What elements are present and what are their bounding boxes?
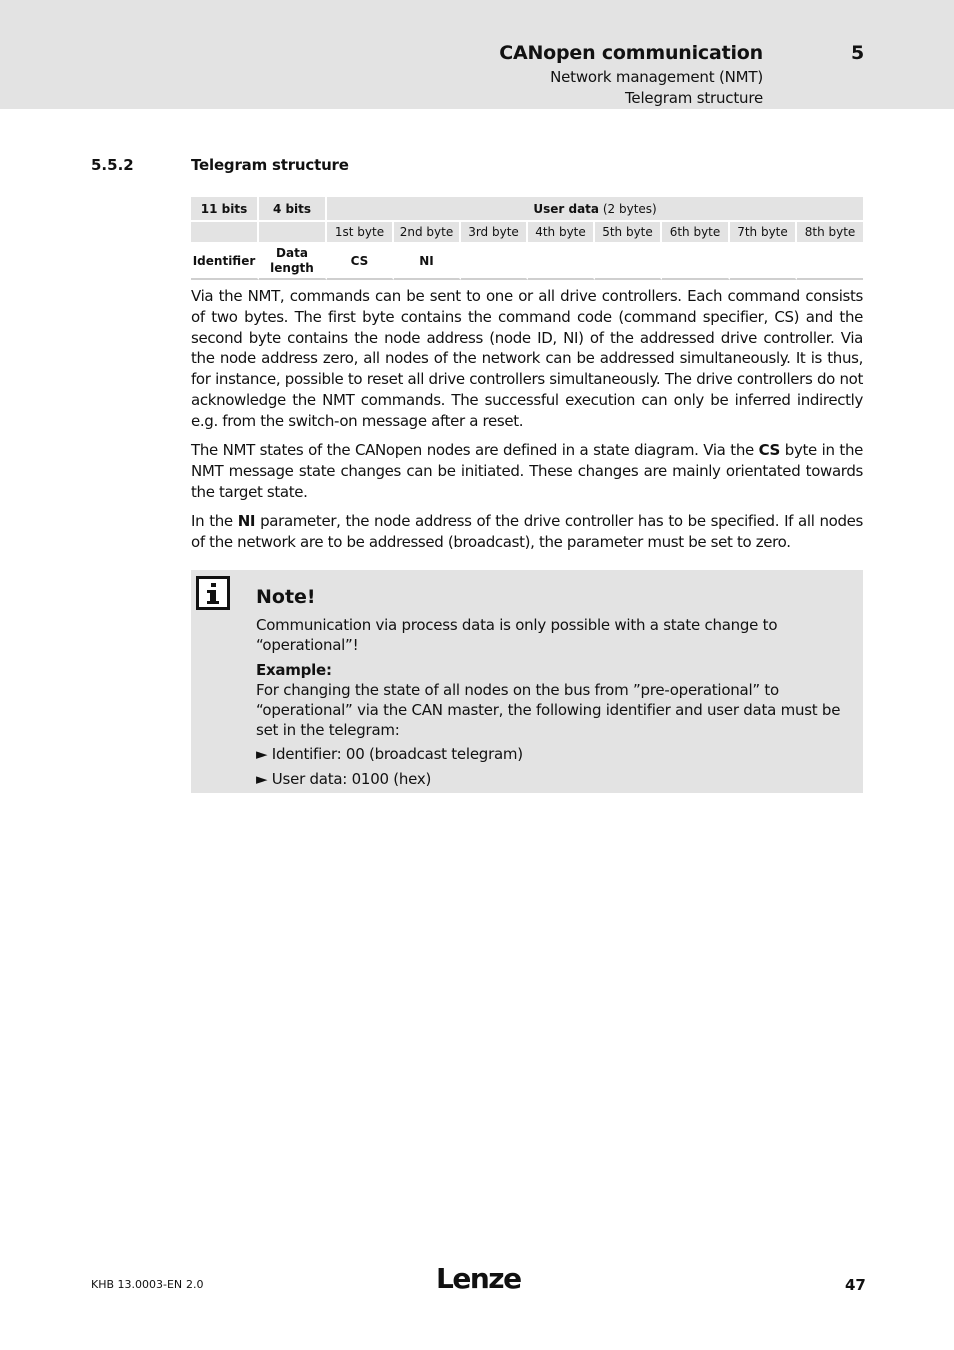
header-cell-user-data	[327, 197, 863, 222]
byte-cell: 6th byte	[662, 222, 730, 244]
byte-cell: 4th byte	[528, 222, 595, 244]
user-data-label: User data	[533, 201, 600, 216]
page-header	[0, 0, 954, 109]
byte-cell: 2nd byte	[394, 222, 461, 244]
byte-cell: 1st byte	[327, 222, 394, 244]
text-span: The NMT states of the CANopen nodes are defined in a state diagram. Via the	[191, 441, 759, 459]
bullet-user-data: ► User data: 0100 (hex)	[256, 770, 432, 788]
empty-cell	[259, 222, 327, 244]
byte-cell: 5th byte	[595, 222, 662, 244]
footer-version: 2.0	[186, 1278, 204, 1291]
paragraph-nmt-commands: Via the NMT, commands can be sent to one or all drive controllers. Each command consists of two bytes. The first byte contains the command code (command specifier, CS) and the second byte contains the node address (node ID, NI) of the addressed drive controller. Via the node address zero, all nodes of the network can be addressed simultaneously. It is thus, for instance, possible to reset all drive controllers simultaneously. The drive controllers do not acknowledge the NMT commands. The successful execution can only be inferred indirectly e.g. from the switch-on message after a reset.	[191, 287, 863, 430]
data-length-line2: length	[270, 261, 314, 275]
empty-cell	[797, 244, 863, 280]
empty-cell	[461, 244, 528, 280]
table-header-row	[191, 197, 863, 222]
info-icon	[196, 576, 230, 610]
empty-cell	[595, 244, 662, 280]
cs-term: CS	[758, 441, 781, 459]
byte-cell: 3rd byte	[461, 222, 528, 244]
example-label: Example:	[256, 661, 332, 679]
ni-cell: NI	[394, 244, 461, 280]
header-subtitle-2: Telegram structure	[625, 89, 763, 107]
header-cell-identifier-bits: 11 bits	[191, 197, 259, 222]
empty-cell	[528, 244, 595, 280]
section-number: 5.5.2	[91, 156, 134, 174]
table-content-row	[191, 244, 863, 280]
chapter-number: 5	[851, 42, 865, 64]
data-length-cell	[259, 244, 327, 280]
cs-cell: CS	[327, 244, 394, 280]
note-heading: Note!	[256, 586, 316, 608]
section-title: Telegram structure	[191, 156, 349, 174]
lenze-logo: Lenze	[436, 1262, 521, 1295]
example-text: For changing the state of all nodes on the bus from ”pre-operational” to “operational” via the CAN master, the following identifier and user data must be set in the telegram:	[256, 681, 841, 739]
page-number: 47	[845, 1276, 866, 1294]
telegram-structure-table	[191, 197, 863, 280]
text-span: parameter, the node address of the drive controller has to be specified. If all nodes of the network are to be addressed (broadcast), the parameter must be set to zero.	[191, 512, 863, 551]
header-cell-length-bits: 4 bits	[259, 197, 327, 222]
table-byte-row	[191, 222, 863, 244]
byte-cell: 7th byte	[730, 222, 797, 244]
paragraph-nmt-states	[191, 440, 863, 502]
user-data-size: (2 bytes)	[599, 201, 657, 216]
empty-cell	[191, 222, 259, 244]
text-span: byte in the NMT message state changes can be initiated. These changes are mainly orientated towards the target state.	[191, 441, 863, 501]
note-text: Communication via process data is only possible with a state change to “operational”!	[256, 616, 778, 654]
text-span: In the	[191, 512, 238, 530]
ni-term: NI	[237, 512, 256, 530]
footer-doc-id: KHB 13.0003-EN	[91, 1278, 183, 1291]
byte-cell: 8th byte	[797, 222, 863, 244]
data-length-line1: Data	[276, 246, 308, 260]
header-subtitle: Network management (NMT)	[550, 68, 763, 86]
empty-cell	[730, 244, 797, 280]
header-title: CANopen communication	[499, 42, 763, 64]
empty-cell	[662, 244, 730, 280]
bullet-identifier: ► Identifier: 00 (broadcast telegram)	[256, 745, 523, 763]
paragraph-ni-parameter	[191, 511, 863, 553]
identifier-cell: Identifier	[191, 244, 259, 280]
